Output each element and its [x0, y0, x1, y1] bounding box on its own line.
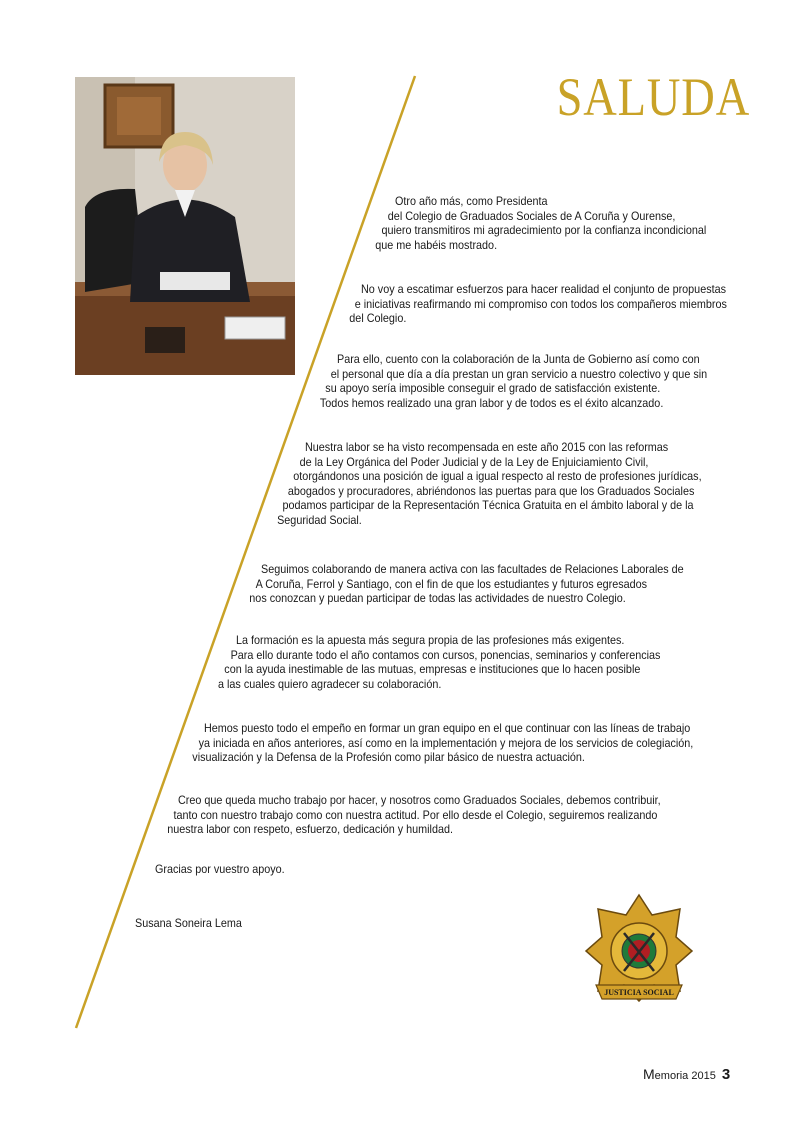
paragraph-1: Otro año más, como Presidenta del Colegio de Graduados Sociales de A Coruña y Ourense, quiero transmitiros mi agradecimiento por la confianza incondicional que me habéis mostrado. [375, 194, 707, 252]
paragraph-8: Creo que queda mucho trabajo por hacer, y nosotros como Graduados Sociales, debemos contribuir, tanto con nuestro trabajo como con nuestra actitud. Por ello desde el Colegio, seguiremos realizando nuestra labor con respeto, esfuerzo, dedicación y humildad. [167, 793, 661, 837]
page-number: 3 [721, 1066, 731, 1083]
paragraph-3: Para ello, cuento con la colaboración de la Junta de Gobierno así como con el personal que día a día prestan un gran servicio a nuestro colectivo y que sin su apoyo sería imposible conseguir el grado de satisfacción existente. Todos hemos realizado una gran labor y de todos es el éxito alcanzado. [319, 352, 708, 410]
emblem-label: JUSTICIA SOCIAL [604, 988, 674, 997]
paragraph-2: No voy a escatimar esfuerzos para hacer realidad el conjunto de propuestas e iniciativas reafirmando mi compromiso con todos los compañeros miembros del Colegio. [349, 282, 727, 326]
footer-initial: M [643, 1066, 655, 1082]
signature: Susana Soneira Lema [135, 916, 242, 930]
paragraph-7: Hemos puesto todo el empeño en formar un gran equipo en el que continuar con las líneas de trabajo ya iniciada en años anteriores, así como en la implementación y mejora de los servicios de colegiación, visualización y la Defensa de la Profesión como pilar básico de nuestra actuación. [192, 721, 694, 765]
justicia-social-emblem [584, 893, 694, 1011]
footer [643, 1066, 730, 1083]
page-title: SALUDA [556, 67, 751, 127]
president-photo [75, 77, 295, 375]
paragraph-6: La formación es la apuesta más segura propia de las profesiones más exigentes. Para ello durante todo el año contamos con cursos, ponencias, seminarios y conferencias con la ayuda inestimable de las mutuas, empresas e instituciones que lo hacen posible a las cuales quiero agradecer su colaboración. [218, 633, 661, 691]
paragraph-9: Gracias por vuestro apoyo. [155, 862, 285, 876]
footer-label: emoria 2015 [654, 1070, 716, 1082]
paragraph-4: Nuestra labor se ha visto recompensada en este año 2015 con las reformas de la Ley Orgánica del Poder Judicial y de la Ley de Enjuiciamiento Civil, otorgándonos una posición de igual a igual respecto al resto de profesiones jurídicas, abogados y procuradores, abriéndonos las puertas para que los Graduados Sociales podamos participar de la Representación Técnica Gratuita en el ámbito laboral y de la Seguridad Social. [277, 440, 702, 527]
paragraph-5: Seguimos colaborando de manera activa con las facultades de Relaciones Laborales de A Coruña, Ferrol y Santiago, con el fin de que los estudiantes y futuros egresados nos conozcan y puedan participar de todas las actividades de nuestro Colegio. [249, 562, 684, 606]
